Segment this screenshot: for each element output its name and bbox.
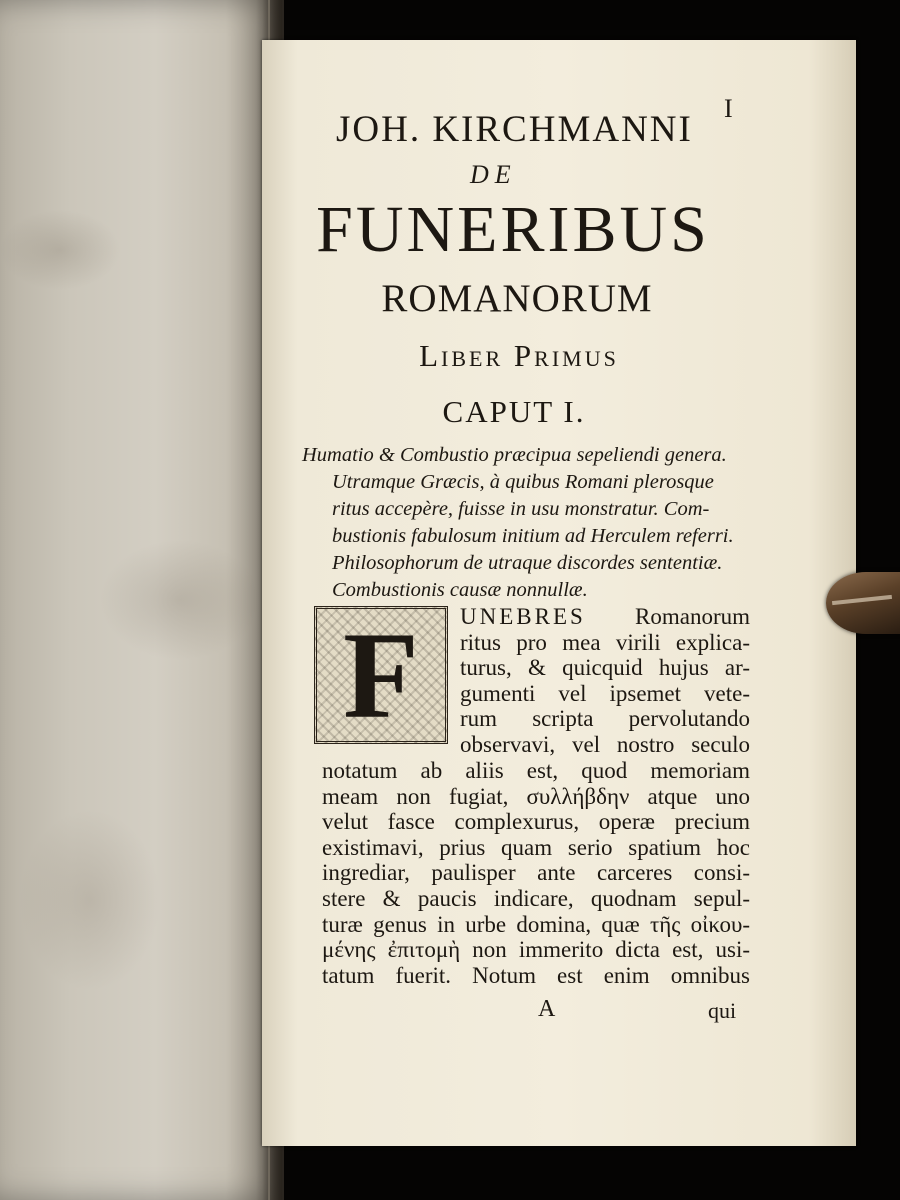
body-line: tatum fuerit. Notum est enim omnibus [322,962,750,988]
author-line: JOH. KIRCHMANNI [336,109,693,150]
body-line: velut fasce complexurus, operæ precium [322,809,750,835]
body-line: turæ genus in urbe domina, quæ τῆς οἰκου- [322,911,750,937]
body-line: rum scripta pervolutando [460,706,750,732]
summary-line: Philosophorum de utraque discordes sententiæ. [332,552,723,574]
body-line: observavi, vel nostro seculo [460,731,750,757]
title-de: DE [470,160,517,189]
signature-mark: A [538,996,556,1022]
chapter-summary [302,442,772,604]
body-line-first [460,604,750,630]
left-blank-page [0,0,284,1200]
first-word: UNEBRES [460,604,586,629]
body-line: gumenti vel ipsemet vete- [460,680,750,706]
body-line: turus, & quicquid hujus ar- [460,655,750,681]
body-line: existimavi, prius quam serio spatium hoc [322,834,750,860]
summary-line: ritus accepère, fuisse in usu monstratur. Com- [332,498,710,520]
body-line: notatum ab aliis est, quod memoriam [322,758,750,783]
main-title: FUNERIBUS [316,193,710,266]
catchword: qui [708,998,737,1023]
summary-line: Humatio & Combustio præcipua sepeliendi genera. [302,444,727,466]
bookmark-tab [826,572,900,634]
page-number: I [724,94,733,123]
summary-line: Utramque Græcis, à quibus Romani plerosque [332,471,714,493]
initial-letter: F [343,607,419,744]
body-text-full-width [322,758,750,988]
chapter-heading: CAPUT I. [442,394,586,429]
decorated-initial [314,606,448,744]
body-line: ritus pro mea virili explica- [460,629,750,655]
book-heading: Liber Primus [419,338,619,373]
summary-line: Combustionis causæ nonnullæ. [332,579,588,601]
body-text-beside-initial [460,604,750,758]
summary-line: bustionis fabulosum initium ad Herculem referri. [332,525,734,547]
body-line: stere & paucis indicare, quodnam sepul- [322,885,750,911]
subtitle: ROMANORUM [381,277,653,320]
body-line: ingrediar, paulisper ante carceres consi- [322,860,750,886]
body-line: meam non fugiat, συλλήβδην atque uno [322,783,750,809]
first-line-rest: Romanorum [635,604,750,629]
body-line: μένης ἐπιτομὴ non immerito dicta est, usi- [322,937,750,963]
